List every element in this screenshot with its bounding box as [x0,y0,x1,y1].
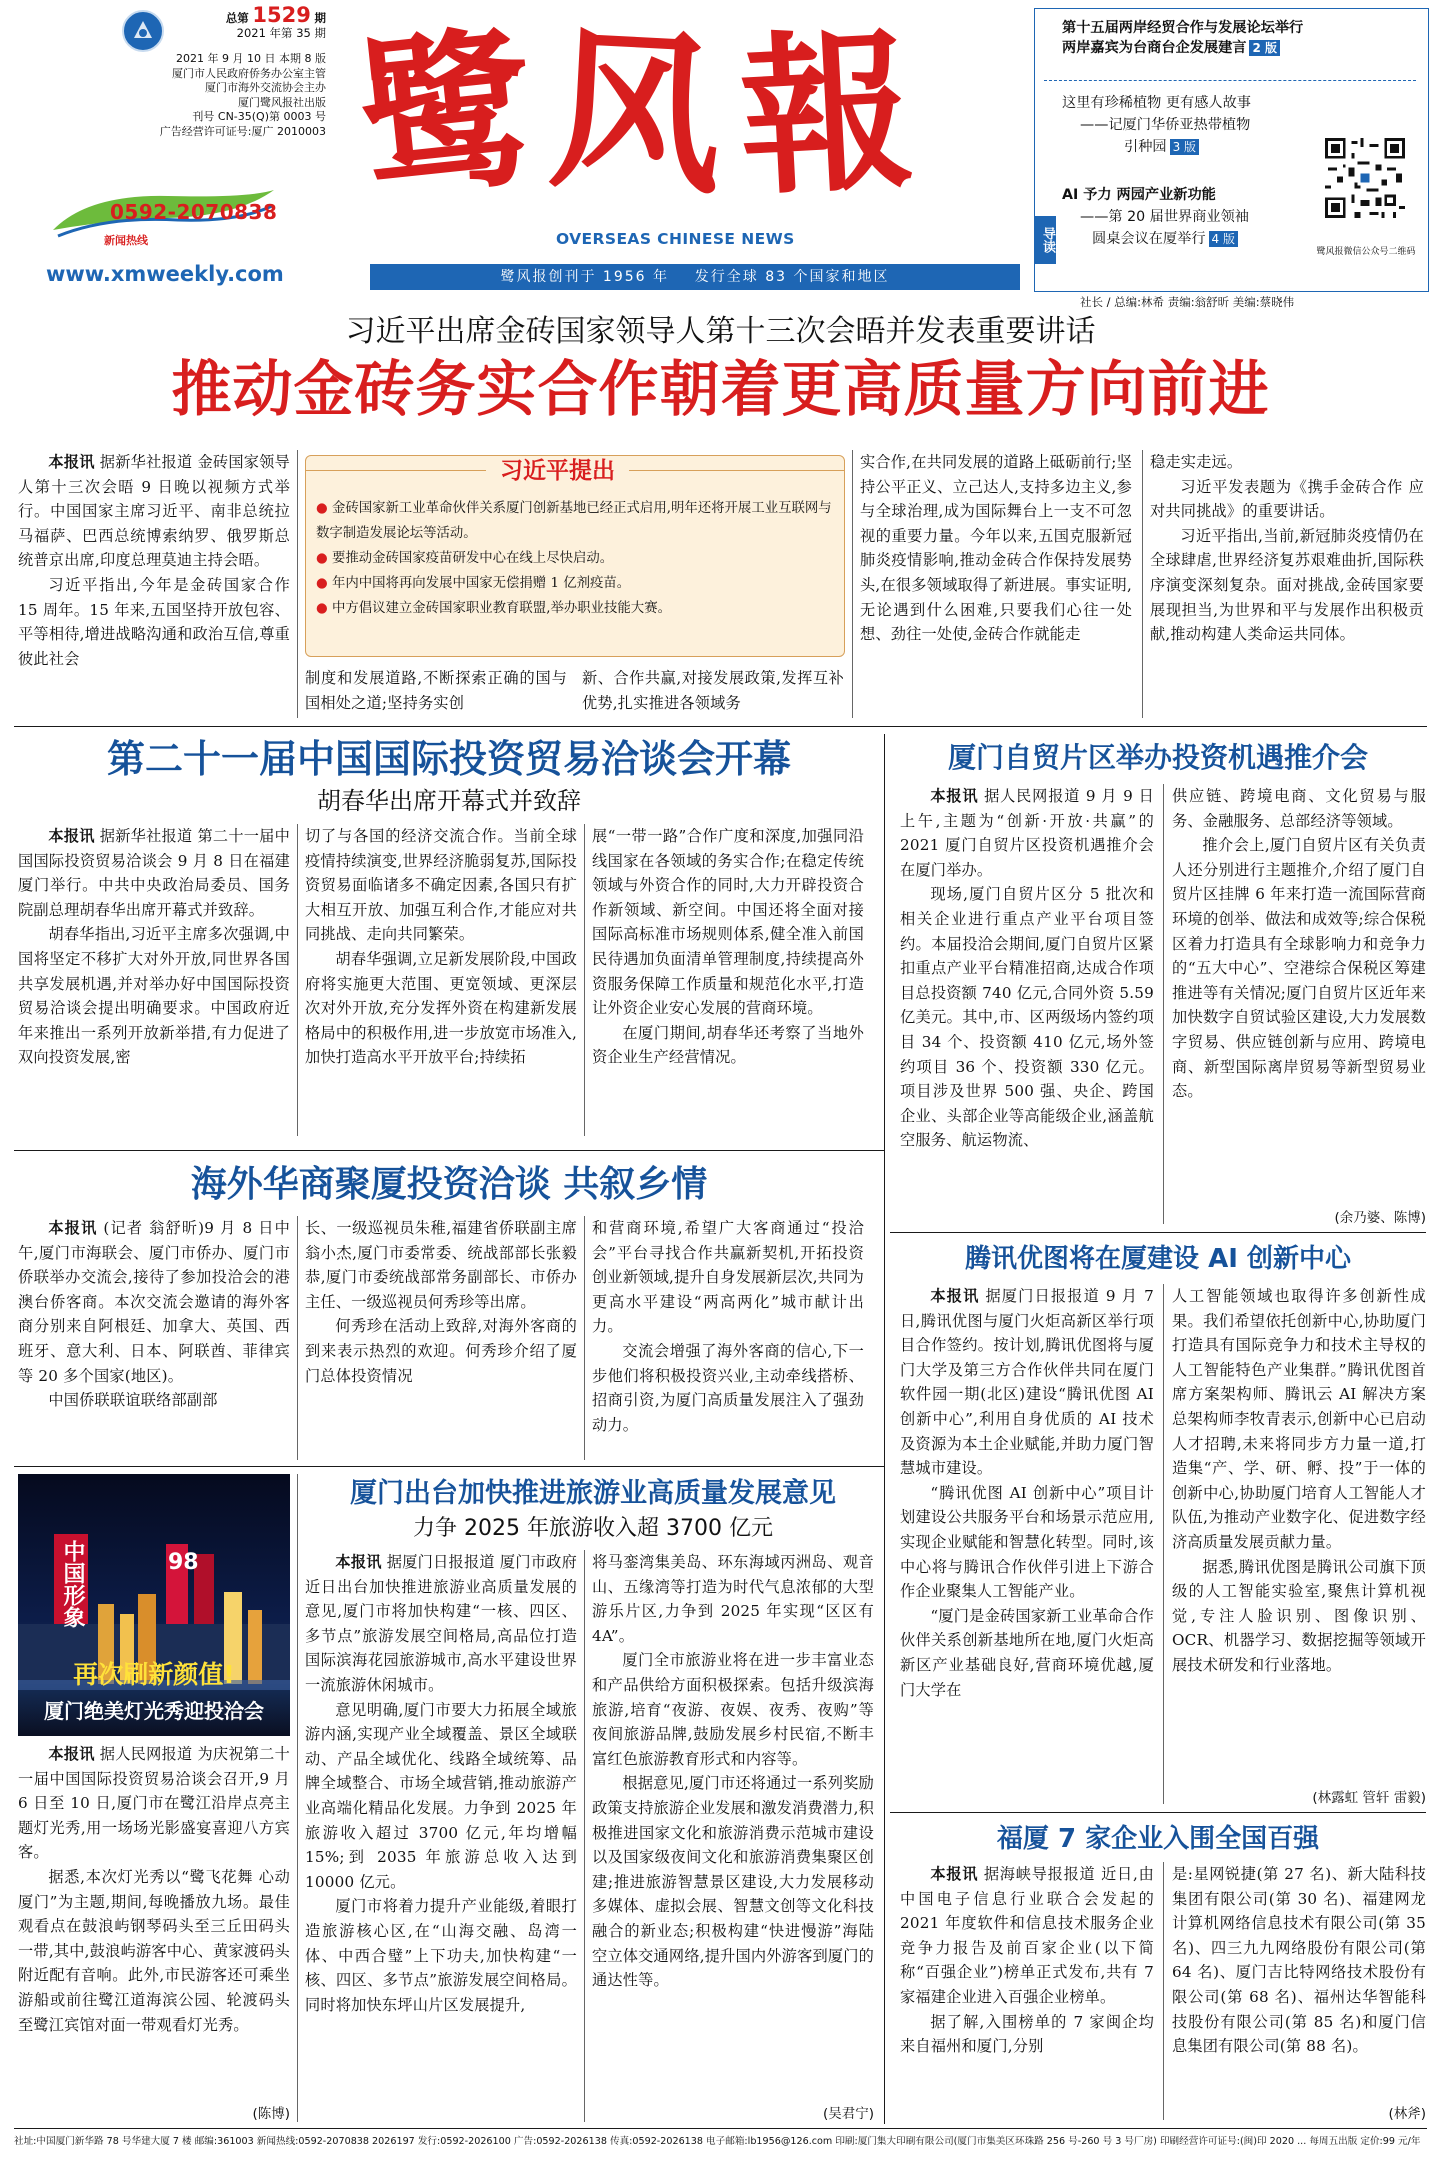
founding-banner-text: 鹭风报创刊于 1956 年 发行全球 83 个国家和地区 [500,269,890,285]
col-rule [297,1216,298,1460]
tourism-headline: 厦门出台加快推进旅游业高质量发展意见 [350,1478,836,1509]
issue-total-unit: 期 [314,11,326,25]
key-points-box [305,455,845,657]
col-rule [297,450,298,718]
ftz-col-2: 供应链、跨境电商、文化贸易与服务、金融服务、总部经济等领域。 推介会上,厦门自贸片区有关负责人还分别进行主题推介,介绍了厦门自贸片区挂牌 6 年来打造一流国际营商环境的创举、做法和成效等;综合保税区着力打造具有全球影响力和竞争力的“五大中心”、空港综合保税区筹建推进等有关情况;厦门自贸片区近年来加快数字自贸试验区建设,大力发展数字贸易、供应链创新与应用、跨境电商、新型国际离岸贸易等新型贸易业态。 [1172,787,1426,1101]
cifit-col-2: 切了与各国的经济交流合作。当前全球疫情持续演变,世界经济脆弱复苏,国际投资贸易面临诸多不确定因素,各国只有扩大相互开放、加强互利合作,才能应对共同挑战、走向共同繁荣。 胡春华强调,立足新发展阶段,中国政府将实施更大范围、更宽领域、更深层次对外开放,充分发挥外资在构建新发展格局中的积极作用,进一步放宽市场准入,加快打造高水平开放平台;持续拓 [305,827,577,1067]
fujian7-headline: 福厦 7 家企业入围全国百强 [996,1824,1320,1854]
col-rule [1163,1284,1164,1804]
lead-col-5: 稳走实走远。 习近平发表题为《携手金砖合作 应对共同挑战》的重要讲话。 习近平指出,当前,新冠肺炎疫情仍在全球肆虐,世界经济复苏艰难曲折,国际秩序演变深刻复杂。面对挑战,金砖国家要展现担当,为世界和平与发展作出积极贡献,推动构建人类命运共同体。 [1150,453,1424,644]
paper-title [349,2,1000,225]
col-rule [297,1474,298,2122]
cifit-col-3: 展“一带一路”合作广度和深度,加强同沿线国家在各领域的务实合作;在稳定传统领域与外资合作的同时,大力开辟投资合作新领域、新空间。中国还将全面对接国际高标准市场规则体系,健全准入前国民待遇加负面清单管理制度,持续提高外资服务保障工作质量和规范化水平,打造让外资企业安心发展的营商环境。 在厦门期间,胡春华还考察了当地外资企业生产经营情况。 [592,827,864,1067]
emblem-icon [122,10,164,52]
footer-rule [14,2128,1427,2129]
key-points-title: 习近平提出 [486,456,629,486]
col-rule [584,1216,585,1460]
cifit-subhead: 胡春华出席开幕式并致辞 [317,787,581,815]
col-rule [1163,1862,1164,2120]
lightshow-photo [18,1474,290,1736]
col-rule [297,824,298,1136]
guide-item-3-line1: AI 予力 两园产业新功能 [1062,187,1216,203]
guide-item-2-line3: 引种园 [1124,139,1167,155]
lead-col-4: 实合作,在共同发展的道路上砥砺前行;坚持公平正义、立己达人,支持多边主义,参与全球治理,成为国际舞台上一支不可忽视的重要力量。今年以来,五国克服新冠肺炎疫情影响,推动金砖合作保持发展势头,在很多领域取得了新进展。事实证明,无论遇到什么困难,只要我们心往一处想、劲往一处使,金砖合作就能走 [860,453,1132,644]
sponsor-2: 厦门市海外交流协会主办 [205,81,326,95]
photo-banner-right: 98 [168,1550,199,1575]
section-rule [14,1466,884,1467]
founding-banner [370,264,1020,290]
english-name: OVERSEAS CHINESE NEWS [556,230,795,248]
guide-item-1-line1: 第十五届两岸经贸合作与发展论坛举行 [1062,20,1304,36]
lead-under-box-a: 制度和发展道路,不断探索正确的国与国相处之道;坚持务实创 [305,669,567,712]
issue-total-label: 总第 [225,11,249,25]
title-char-3: 報 [734,7,936,220]
tourism-col-2: 将马銮湾集美岛、环东海域丙洲岛、观音山、五缘湾等打造为时代气息浓郁的大型游乐片区,力争到 2025 年实现“区区有 4A”。 厦门全市旅游业将在进一步丰富业态和产品供给方面积极探索。包括升级滨海旅游,培育“夜游、夜娱、夜秀、夜购”等夜间旅游品牌,鼓励发展乡村民宿,不断丰富红色旅游教育形式和内容等。 根据意见,厦门市还将通过一系列奖励政策支持旅游企业发展和激发消费潜力,积极推进国家文化和旅游消费示范城市建设以及国家级夜间文化和旅游消费集聚区创建;推进旅游智慧景区建设,大力发展移动多媒体、虚拟会展、智慧文创等文化科技融合的新业态;积极构建“快进慢游”海陆空立体交通网络,提升国内外游客到厦门的通达性等。 [592,1553,874,1990]
key-point: ● 年内中国将再向发展中国家无偿捐赠 1 亿剂疫苗。 [316,576,631,591]
sponsor-3: 厦门鹭风报社出版 [238,95,326,109]
title-char-2: 风 [544,7,746,220]
guide-label: 导读 [1034,216,1056,264]
guide-item-3-line2: ——第 20 届世界商业领袖 [1080,209,1249,225]
bullet-icon: ● [316,576,328,591]
col-rule [1163,784,1164,1224]
photo-caption-1: 再次刷新颜值! [73,1660,235,1689]
hotline-number: 0592-2070838 [110,200,278,224]
col-rule [852,450,853,718]
guide-item-2-line2: ——记厦门华侨亚热带植物 [1080,117,1251,133]
fujian7-col-1: 本报讯 据海峡导报报道 近日,由中国电子信息行业联合会发起的 2021 年度软件和信息技术服务企业竞争力报告及前百家企业(以下简称“百强企业”)榜单正式发布,共有 7 家福建企业进入百强企业榜单。 据了解,入围榜单的 7 家闽企均来自福州和厦门,分别 [900,1865,1154,2056]
cn-number: 刊号 CN-35(Q)第 0003 号 [192,110,326,124]
issue-info [166,3,326,41]
footer-text: 社址:中国厦门新华路 78 号华建大厦 7 楼 邮编:361003 新闻热线:0592-2070838 2026197 发行:0592-2026100 广告:0592-2026138 传真:0592-2026138 电子邮箱:lb1956@126.com 印刷:厦门集大印刷有限公司(厦门市集美区环珠路 256 号-260 号 3 号厂房) 印刷经营许可证号:(闽)印 2020 ... 每周五出版 定价:99 元/年 [14,2136,1421,2147]
issue-total-number: 1529 [252,3,311,27]
col-rule [1142,450,1143,718]
guide-divider [1044,80,1416,81]
guide-item-3[interactable] [1062,184,1292,250]
tourism-subhead: 力争 2025 年旅游收入超 3700 亿元 [413,1516,773,1541]
tourism-byline: (吴君宁) [740,2102,874,2122]
lead-col-1-text: 据新华社报道 金砖国家领导人第十三次会晤 9 日晚以视频方式举行。中国国家主席习近平、南非总统拉马福萨、巴西总统博索纳罗、俄罗斯总统普京出席,印度总理莫迪主持会晤。 [18,453,290,570]
hotline-badge [48,186,278,246]
lead-headline: 推动金砖务实合作朝着更高质量方向前进 [171,355,1270,425]
guide-item-1[interactable] [1062,18,1402,58]
guide-item-2[interactable] [1062,92,1292,158]
publisher-info [60,52,326,140]
year-issue: 2021 年第 35 期 [236,26,326,40]
tencent-byline: (林露虹 管轩 雷毅) [1312,1790,1426,1806]
tourism-col-1: 本报讯 据厦门日报报道 厦门市政府近日出台加快推进旅游业高质量发展的意见,厦门市将加快构建“一核、四区、多节点”旅游发展空间格局,高品位打造国际滨海花园旅游城市,高水平建设世界一流旅游休闲城市。 意见明确,厦门市要大力拓展全域旅游内涵,实现产业全域覆盖、景区全域联动、产品全域优化、线路全域统筹、品牌全域整合、市场全域营销,推动旅游产业高端化精品化发展。力争到 2025 年旅游收入超过 3700 亿元,年均增幅 15%;到 2035 年旅游总收入达到 10000 亿元。 厦门市将着力提升产业能级,着眼打造旅游核心区,在“山海交融、岛湾一体、中西合璧”上下功夫,加快构建“一核、四区、多节点”旅游发展空间格局。同时将加快东坪山片区发展提升, [305,1553,577,2014]
guide-item-2-tag: 3 版 [1170,139,1199,155]
col-rule [584,1550,585,2122]
overseas-col-2: 长、一级巡视员朱稚,福建省侨联副主席翁小杰,厦门市委常委、统战部部长张毅恭,厦门市委统战部常务副部长、市侨办主任、一级巡视员何秀珍等出席。 何秀珍在活动上致辞,对海外客商的到来表示热烈的欢迎。何秀珍介绍了厦门总体投资情况 [305,1219,577,1385]
masthead [0,0,1441,312]
staff-line: 社长 / 总编:林希 责编:翁舒昕 美编:蔡晓伟 [1080,295,1295,309]
lightshow-col: 本报讯 据人民网报道 为庆祝第二十一届中国国际投资贸易洽谈会召开,9 月 6 日至 10 日,厦门市在鹭江沿岸点亮主题灯光秀,用一场场光影盛宴喜迎八方宾客。 据悉,本次灯光秀以“鹭飞花舞 心动厦门”为主题,期间,每晚播放九场。最佳观看点在鼓浪屿钢琴码头至三丘田码头一带,其中,鼓浪屿游客中心、黄家渡码头附近配有音响。此外,市民游客还可乘坐游船或前往鹭江道海滨公园、轮渡码头至鹭江宾馆对面一带观看灯光秀。 [18,1745,290,2034]
cifit-headline: 第二十一届中国国际投资贸易洽谈会开幕 [106,737,791,781]
qr-caption: 鹭风报微信公众号二维码 [1316,247,1416,257]
cifit-col-1: 本报讯 据新华社报道 第二十一届中国国际投资贸易洽谈会 9 月 8 日在福建厦门举行。中共中央政治局委员、国务院副总理胡春华出席开幕式并致辞。 胡春华指出,习近平主席多次强调,中国将坚定不移扩大对外开放,同世界各国共享发展机遇,并对举办好中国国际投资贸易洽谈会提出明确要求。中国政府近年来推出一系列开放新举措,有力促进了双向投资发展,密 [18,827,290,1067]
section-rule [14,1150,884,1151]
sponsor-1: 厦门市人民政府侨务办公室主管 [172,66,326,80]
ftz-headline: 厦门自贸片区举办投资机遇推介会 [947,741,1368,774]
key-points-list [316,496,836,621]
qr-code [1322,135,1408,221]
overseas-col-3: 和营商环境,希望广大客商通过“投洽会”平台寻找合作共赢新契机,开拓投资创业新领域,提升自身发展新层次,共同为更高水平建设“两高两化”城市献计出力。 交流会增强了海外客商的信心,下一步他们将积极投资兴业,主动牵线搭桥、招商引资,为厦门高质量发展注入了强劲动力。 [592,1219,864,1434]
key-point: ● 金砖国家新工业革命伙伴关系厦门创新基地已经正式启用,明年还将开展工业互联网与数字制造发展论坛等活动。 [316,501,832,541]
tencent-headline: 腾讯优图将在厦建设 AI 创新中心 [965,1244,1351,1274]
overseas-headline: 海外华商聚厦投资洽谈 共叙乡情 [190,1164,708,1205]
section-rule [14,726,1427,727]
bullet-icon: ● [316,601,328,616]
tencent-col-1: 本报讯 据厦门日报报道 9 月 7 日,腾讯优图与厦门火炬高新区举行项目合作签约。按计划,腾讯优图将与厦门大学及第三方合作伙伴共同在厦门软件园一期(北区)建设“腾讯优图 AI 创新中心”,利用自身优质的 AI 技术及资源为本土企业赋能,并助力厦门智慧城市建设。 “腾讯优图 AI 创新中心”项目计划建设公共服务平台和场景示范应用,实现企业赋能和智慧化转型。同时,该中心将与腾讯合作伙伴引进上下游合作企业聚集人工智能产业。 “厦门是金砖国家新工业革命合作伙伴关系创新基地所在地,厦门火炬高新区产业基础良好,营商环境优越,厦门大学在 [900,1287,1154,1699]
section-rule [890,1232,1426,1233]
guide-item-1-line2: 两岸嘉宾为台商台企发展建言 [1062,40,1247,56]
section-rule [890,1812,1426,1813]
lead-col-1 [18,450,290,718]
col-rule [584,824,585,1136]
key-point: ● 中方倡议建立金砖国家职业教育联盟,举办职业技能大赛。 [316,601,671,616]
guide-item-1-tag: 2 版 [1249,40,1280,56]
title-char-1: 鹭 [349,2,561,225]
ad-license: 广告经营许可证号:厦广 2010003 [159,124,326,138]
overseas-col-1: 本报讯 (记者 翁舒昕)9 月 8 日中午,厦门市海联会、厦门市侨办、厦门市侨联举办交流会,接待了参加投洽会的港澳台侨客商。本次交流会邀请的海外客商分别来自阿根廷、加拿大、英国、西班牙、意大利、日本、阿联酋、菲律宾等 20 多个国家(地区)。 中国侨联联谊联络部副部 [18,1219,290,1410]
ftz-byline: (余乃婆、陈博) [1334,1210,1426,1226]
key-point: ● 要推动金砖国家疫苗研发中心在线上尽快启动。 [316,551,614,566]
bullet-icon: ● [316,501,328,516]
lead-col-1b-text: 习近平指出,今年是金砖国家合作 15 周年。15 年来,五国坚持开放包容、平等相待,增进战略沟通和政治互信,尊重彼此社会 [18,575,290,668]
fujian7-byline: (林斧) [1388,2106,1426,2122]
guide-item-3-tag: 4 版 [1209,231,1238,247]
hotline-label: 新闻热线 [104,234,148,247]
photo-banner-left: 中国形象 [60,1540,85,1628]
date-line: 2021 年 9 月 10 日 本期 8 版 [176,52,326,65]
lightshow-byline: (陈博) [252,2106,290,2122]
lead-byline: 本报讯 [48,453,95,471]
lead-under-box-b: 新、合作共赢,对接发展政策,发挥互补优势,扎实推进各领域务 [582,669,844,712]
photo-caption-2: 厦门绝美灯光秀迎投洽会 [44,1699,264,1723]
tencent-col-2: 人工智能领域也取得许多创新性成果。我们希望依托创新中心,协助厦门打造具有国际竞争力和技术主导权的人工智能特色产业集群。”腾讯优图首席方案架构师、腾讯云 AI 解决方案总架构师李牧青表示,创新中心已启动人才招聘,未来将同步方力量一道,打造集“产、学、研、孵、投”于一体的创新中心,协助厦门培育人工智能人才队伍,为推动产业数字化、促进数字经济高质量发展贡献力量。 据悉,腾讯优图是腾讯公司旗下顶级的人工智能实验室,聚焦计算机视觉,专注人脸识别、图像识别、OCR、机器学习、数据挖掘等领域开展技术研发和行业落地。 [1172,1287,1426,1674]
ftz-col-1: 本报讯 据人民网报道 9 月 9 日上午,主题为“创新·开放·共赢”的 2021 厦门自贸片区投资机遇推介会在厦门举办。 现场,厦门自贸片区分 5 批次和相关企业进行重点产业平台项目签约。本届投洽会期间,厦门自贸片区紧扣重点产业平台精准招商,达成合作项目总投资额 740 亿元,合同外资 5.59 亿美元。其中,市、区两级场内签约项目 34 个、投资额 410 亿元,场外签约项目 36 个、投资额 330 亿元。项目涉及世界 500 强、央企、跨国企业、头部企业等高能级企业,涵盖航空服务、航运物流、 [900,787,1154,1150]
bullet-icon: ● [316,551,328,566]
guide-item-2-line1: 这里有珍稀植物 更有感人故事 [1062,95,1251,111]
lead-kicker: 习近平出席金砖国家领导人第十三次会晤并发表重要讲话 [345,314,1096,349]
col-rule [884,734,885,2124]
guide-item-3-line3: 圆桌会议在厦举行 [1092,231,1206,247]
website-link[interactable]: www.xmweekly.com [46,262,284,286]
fujian7-col-2: 是:星网锐捷(第 27 名)、新大陆科技集团有限公司(第 30 名)、福建网龙计算机网络信息技术有限公司(第 35 名)、四三九九网络股份有限公司(第 64 名)、厦门吉比特网络技术股份有限公司(第 68 名)、福州达华智能科技股份有限公司(第 85 名)和厦门信息集团有限公司(第 88 名)。 [1172,1865,1426,2056]
